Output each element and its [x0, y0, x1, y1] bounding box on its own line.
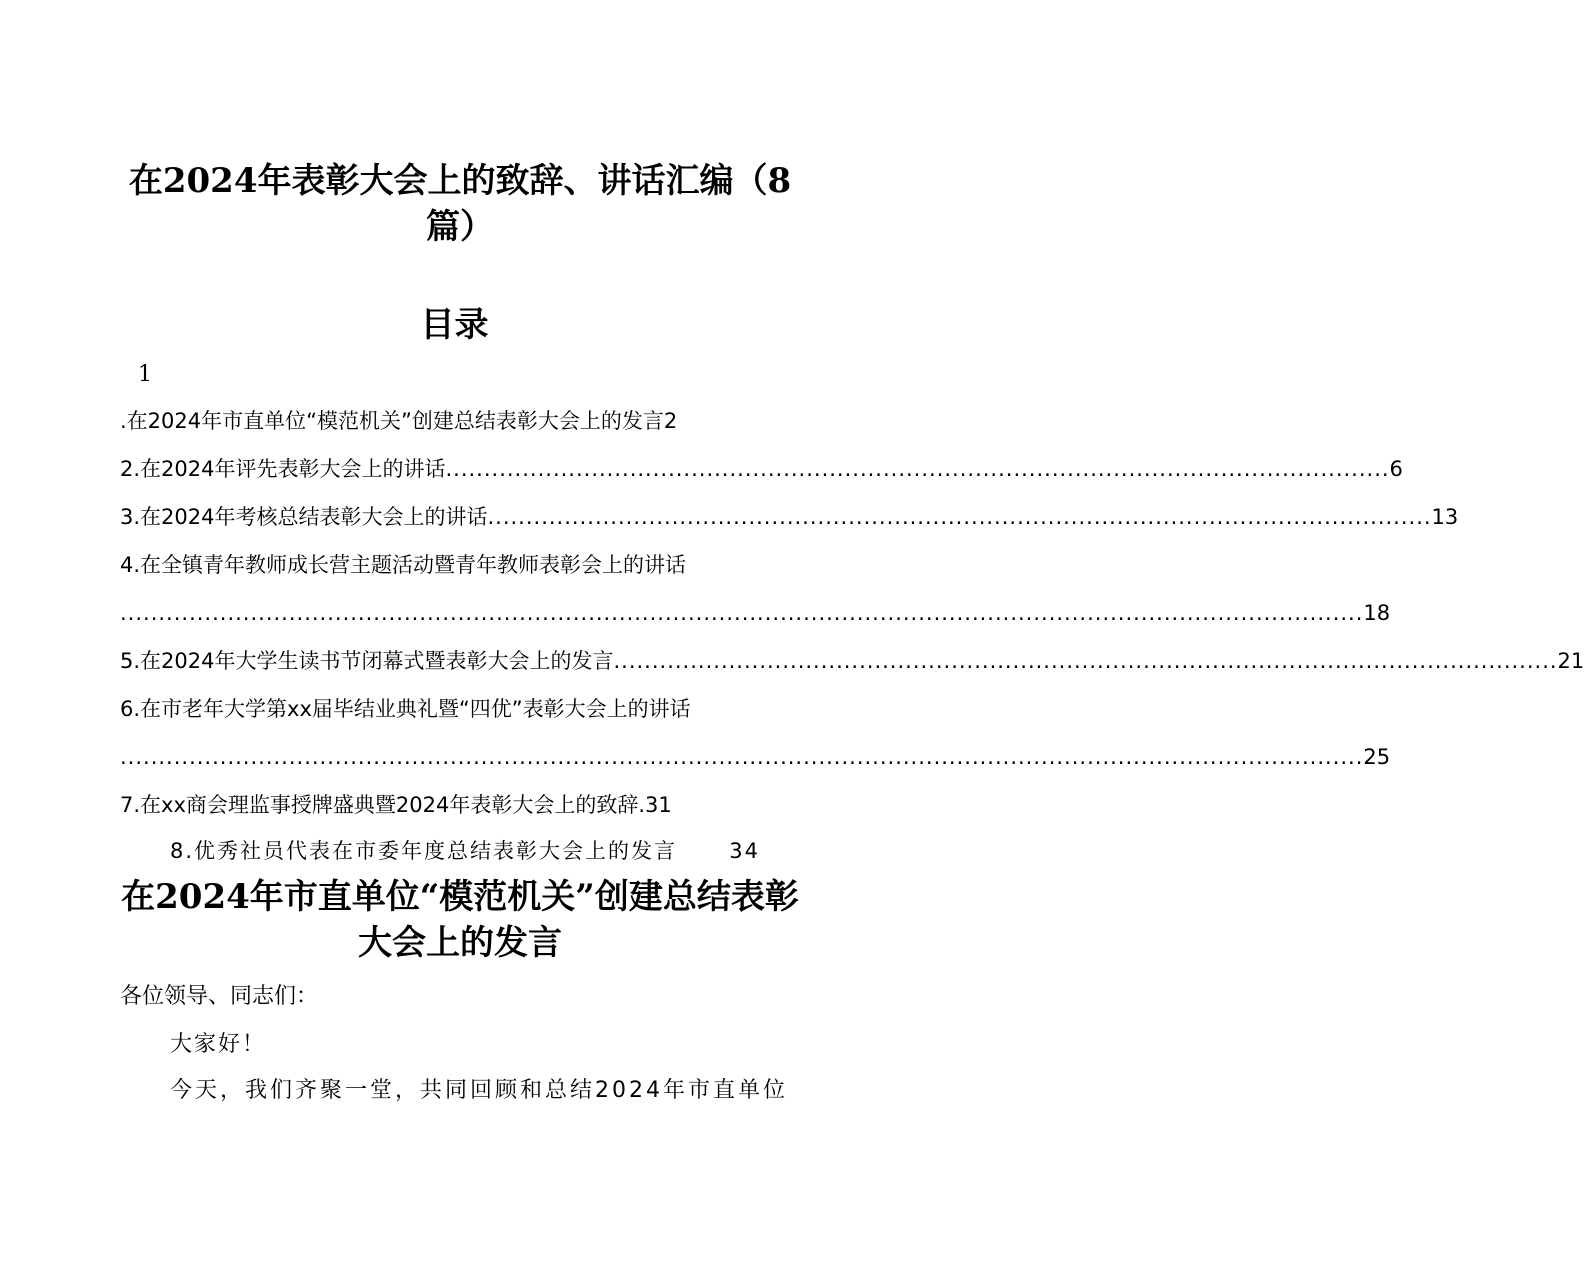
- toc-entry-6-leader-line: [120, 742, 1391, 772]
- document-title: 在2024年表彰大会上的致辞、讲话汇编（8篇）: [128, 161, 792, 247]
- toc-dot-leader: ...........................................................................................................................: [487, 505, 1432, 529]
- toc-entry-text: 5.在2024年大学生读书节闭幕式暨表彰大会上的发言: [120, 649, 614, 673]
- toc-entry-3[interactable]: [120, 502, 1459, 532]
- toc-dot-leader: ..................................................................................................................................................................: [120, 745, 1364, 769]
- toc-first-number: 1: [138, 362, 152, 387]
- toc-entry-text: 2.在2024年评先表彰大会上的讲话: [120, 457, 446, 481]
- toc-entry-page: 6: [1389, 457, 1403, 481]
- toc-entry-2[interactable]: [120, 454, 1403, 484]
- toc-heading: 目录: [420, 305, 489, 345]
- toc-entry-5[interactable]: [120, 646, 1584, 676]
- toc-entry-4-leader-line: [120, 598, 1391, 628]
- toc-entry-8[interactable]: [170, 836, 760, 866]
- toc-dot-leader: ..................................................................................................................................................................: [120, 601, 1364, 625]
- toc-entry-text: .在2024年市直单位“模范机关”创建总结表彰大会上的发言: [120, 409, 664, 433]
- toc-entry-1[interactable]: [120, 406, 798, 436]
- toc-entry-page: 18: [1363, 601, 1391, 625]
- toc-entry-page: 13: [1431, 505, 1459, 529]
- greeting: 大家好！: [170, 1032, 267, 1057]
- toc-dot-leader: ...........................................................................................................................: [445, 457, 1390, 481]
- toc-dot-leader: ...........................................................................................................................: [613, 649, 1558, 673]
- toc-entry-6[interactable]: [120, 694, 798, 724]
- body-paragraph: 今天，我们齐聚一堂，共同回顾和总结2024年市直单位: [170, 1078, 788, 1103]
- toc-entry-page: 25: [1363, 745, 1391, 769]
- toc-entry-7[interactable]: [120, 790, 798, 820]
- toc-entry-4[interactable]: [120, 550, 798, 580]
- salutation: 各位领导、同志们：: [120, 984, 319, 1009]
- toc-entry-text: 4.在全镇青年教师成长营主题活动暨青年教师表彰会上的讲话: [120, 553, 687, 577]
- toc-entry-page: 21: [1557, 649, 1584, 673]
- toc-entry-text: 6.在市老年大学第xx届毕结业典礼暨“四优”表彰大会上的讲话: [120, 697, 691, 721]
- toc-entry-text: 8.优秀社员代表在市委年度总结表彰大会上的发言: [170, 839, 678, 863]
- toc-entry-page: 2: [663, 409, 678, 433]
- toc-entry-text: 3.在2024年考核总结表彰大会上的讲话: [120, 505, 488, 529]
- toc-entry-text: 7.在xx商会理监事授牌盛典暨2024年表彰大会上的致辞.: [120, 793, 646, 817]
- section-title: 在2024年市直单位“模范机关”创建总结表彰大会上的发言: [121, 877, 799, 963]
- toc-entry-page: 34: [729, 839, 760, 863]
- toc-entry-page: 31: [645, 793, 672, 817]
